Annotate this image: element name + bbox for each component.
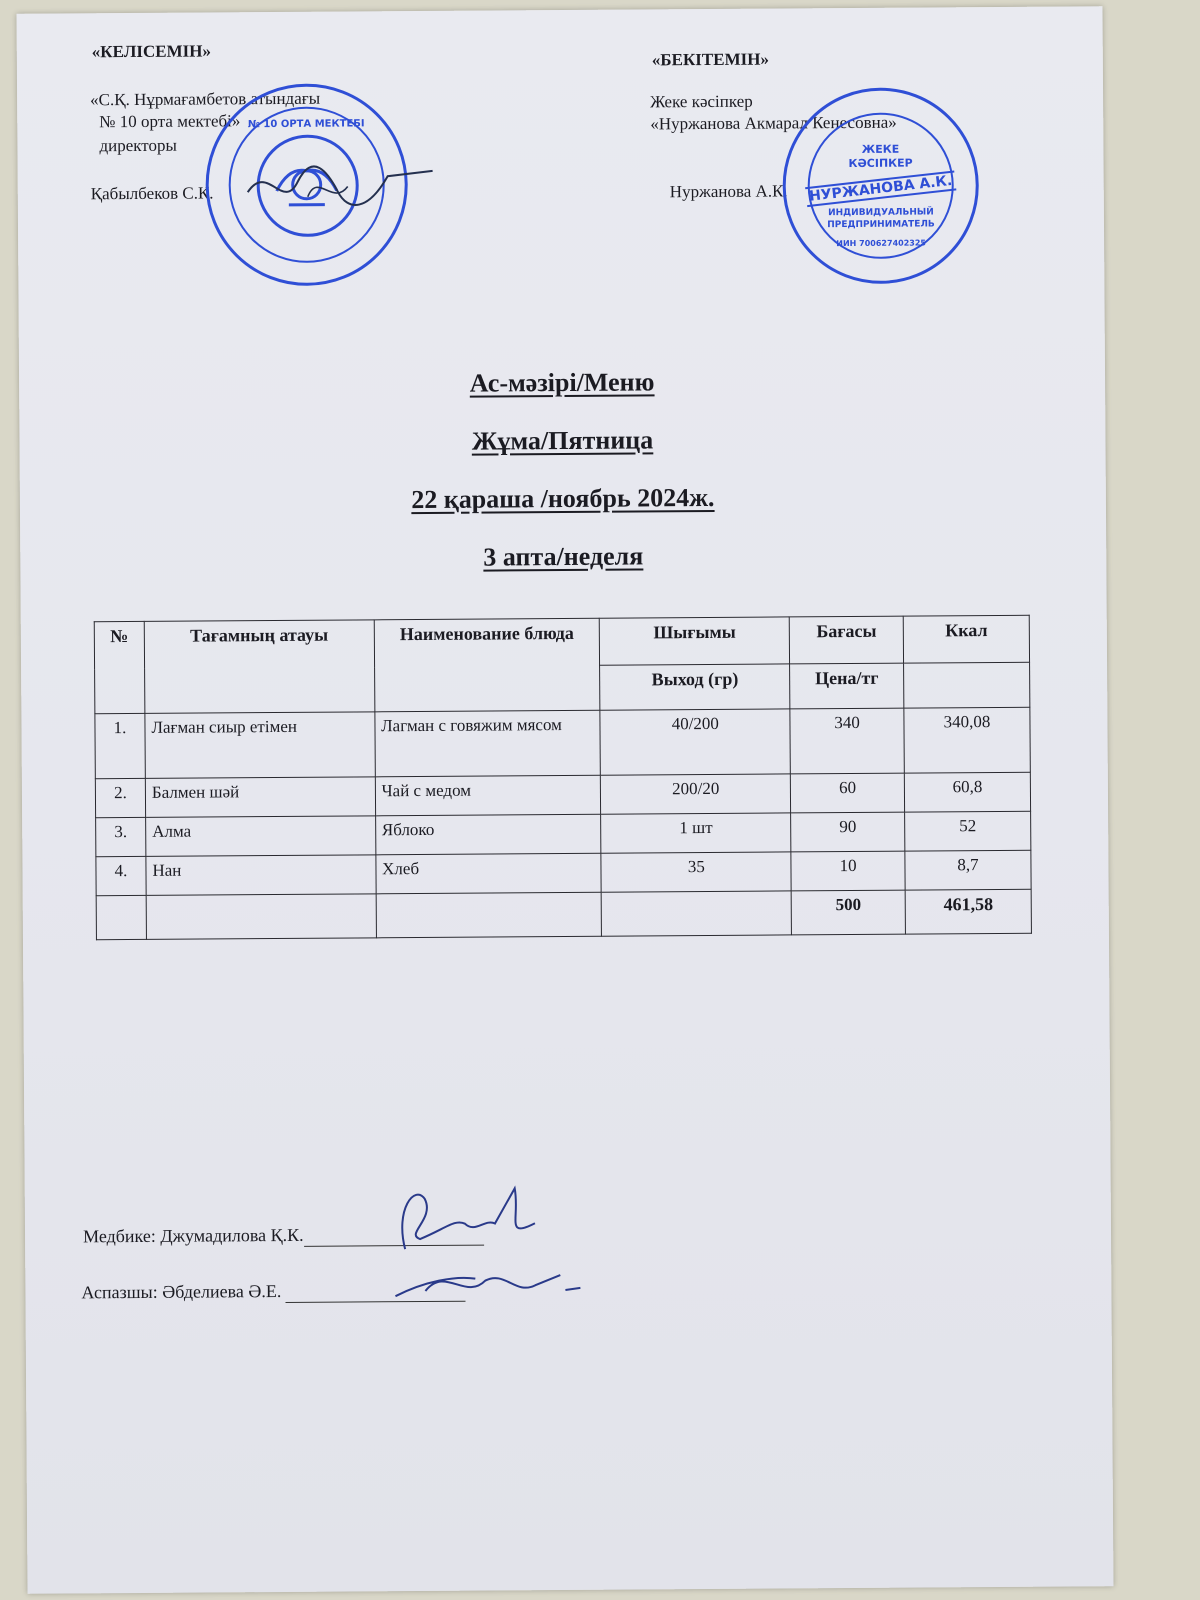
row-name-ru: Хлеб bbox=[376, 853, 602, 894]
document-page bbox=[16, 6, 1113, 1594]
approval-left-heading: «КЕЛІСЕМІН» bbox=[91, 41, 212, 62]
table-row bbox=[95, 772, 1030, 818]
stamp-line4: ПРЕДПРИНИМАТЕЛЬ bbox=[827, 219, 935, 231]
row-num: 3. bbox=[96, 817, 146, 856]
stamp-line1: ЖЕКЕ bbox=[861, 142, 900, 156]
stamp-line2: КӘСІПКЕР bbox=[848, 156, 913, 171]
table-total-row bbox=[96, 889, 1031, 940]
row-kcal: 8,7 bbox=[905, 850, 1031, 890]
row-yield: 1 шт bbox=[601, 813, 791, 853]
school-seal-text: № 10 ОРТА МЕКТЕБІ bbox=[247, 118, 365, 131]
header-name-kz: Тағамның атауы bbox=[144, 620, 374, 714]
row-name-ru: Лагман с говяжим мясом bbox=[375, 710, 601, 777]
table-row bbox=[96, 811, 1031, 857]
nurse-label: Медбике: Джумадилова Қ.К. bbox=[82, 1224, 304, 1247]
total-price: 500 bbox=[791, 890, 905, 935]
header-name-ru: Наименование блюда bbox=[374, 618, 600, 712]
director-signature-icon bbox=[237, 151, 437, 222]
stamp-name: НУРЖАНОВА А.К. bbox=[805, 170, 956, 207]
row-num: 4. bbox=[96, 856, 146, 895]
entrepreneur-stamp bbox=[782, 87, 979, 284]
row-name-kz: Лағман сиыр етімен bbox=[145, 712, 375, 779]
title-weekday: Жұма/Пятница bbox=[471, 425, 654, 456]
title-menu: Ас-мәзірі/Меню bbox=[469, 367, 655, 398]
approval-right-line2: «Нуржанова Акмарал Кенесовна» bbox=[650, 112, 897, 134]
nurse-signature-icon bbox=[375, 1178, 556, 1259]
row-price: 340 bbox=[790, 708, 904, 774]
row-kcal: 52 bbox=[905, 811, 1031, 851]
total-kcal: 461,58 bbox=[905, 889, 1031, 934]
table-row bbox=[96, 850, 1031, 896]
stamp-line3: ИНДИВИДУАЛЬНЫЙ bbox=[828, 207, 934, 219]
row-kcal: 340,08 bbox=[904, 707, 1030, 773]
approval-right-line1: Жеке кәсіпкер bbox=[650, 91, 753, 112]
row-kcal: 60,8 bbox=[904, 772, 1030, 812]
row-name-kz: Нан bbox=[146, 855, 376, 896]
header-price-ru: Цена/тг bbox=[790, 663, 904, 709]
row-yield: 200/20 bbox=[601, 774, 791, 814]
stamp-iin: ИИН 700627402325 bbox=[836, 238, 926, 249]
row-name-ru: Чай с медом bbox=[375, 775, 601, 816]
title-date: 22 қараша /ноябрь 2024ж. bbox=[411, 482, 715, 515]
row-num: 1. bbox=[95, 713, 145, 778]
cook-label: Аспазшы: Әбделиева Ә.Е. bbox=[81, 1280, 282, 1303]
approval-left-line2: № 10 орта мектебі» bbox=[99, 111, 241, 132]
title-block bbox=[19, 350, 1107, 590]
header-kcal: Ккал bbox=[903, 615, 1029, 663]
approval-left-signer: Қабылбеков С.К. bbox=[90, 183, 214, 204]
header-num: № bbox=[94, 621, 145, 713]
row-price: 60 bbox=[791, 773, 905, 813]
header-yield-ru: Выход (гр) bbox=[600, 664, 790, 710]
row-name-ru: Яблоко bbox=[375, 814, 601, 855]
approval-right-heading: «БЕКІТЕМІН» bbox=[651, 49, 769, 70]
header-yield-kz: Шығымы bbox=[600, 617, 790, 665]
table-row bbox=[95, 707, 1030, 779]
approval-left-line1: «С.Қ. Нұрмағамбетов атындағы bbox=[90, 88, 321, 110]
title-week: 3 апта/неделя bbox=[483, 541, 644, 572]
row-name-kz: Алма bbox=[146, 816, 376, 857]
menu-table bbox=[94, 615, 1032, 941]
table-header-row bbox=[94, 615, 1029, 669]
row-name-kz: Балмен шәй bbox=[145, 777, 375, 818]
row-price: 90 bbox=[791, 812, 905, 852]
approval-right-signer: Нуржанова А.К. bbox=[669, 181, 788, 202]
row-yield: 40/200 bbox=[600, 709, 790, 775]
approval-left-line3: директоры bbox=[99, 135, 177, 156]
row-price: 10 bbox=[791, 851, 905, 891]
row-yield: 35 bbox=[601, 852, 791, 892]
cook-signature-icon bbox=[385, 1260, 585, 1311]
row-num: 2. bbox=[95, 778, 145, 817]
header-price-kz: Бағасы bbox=[789, 616, 903, 664]
